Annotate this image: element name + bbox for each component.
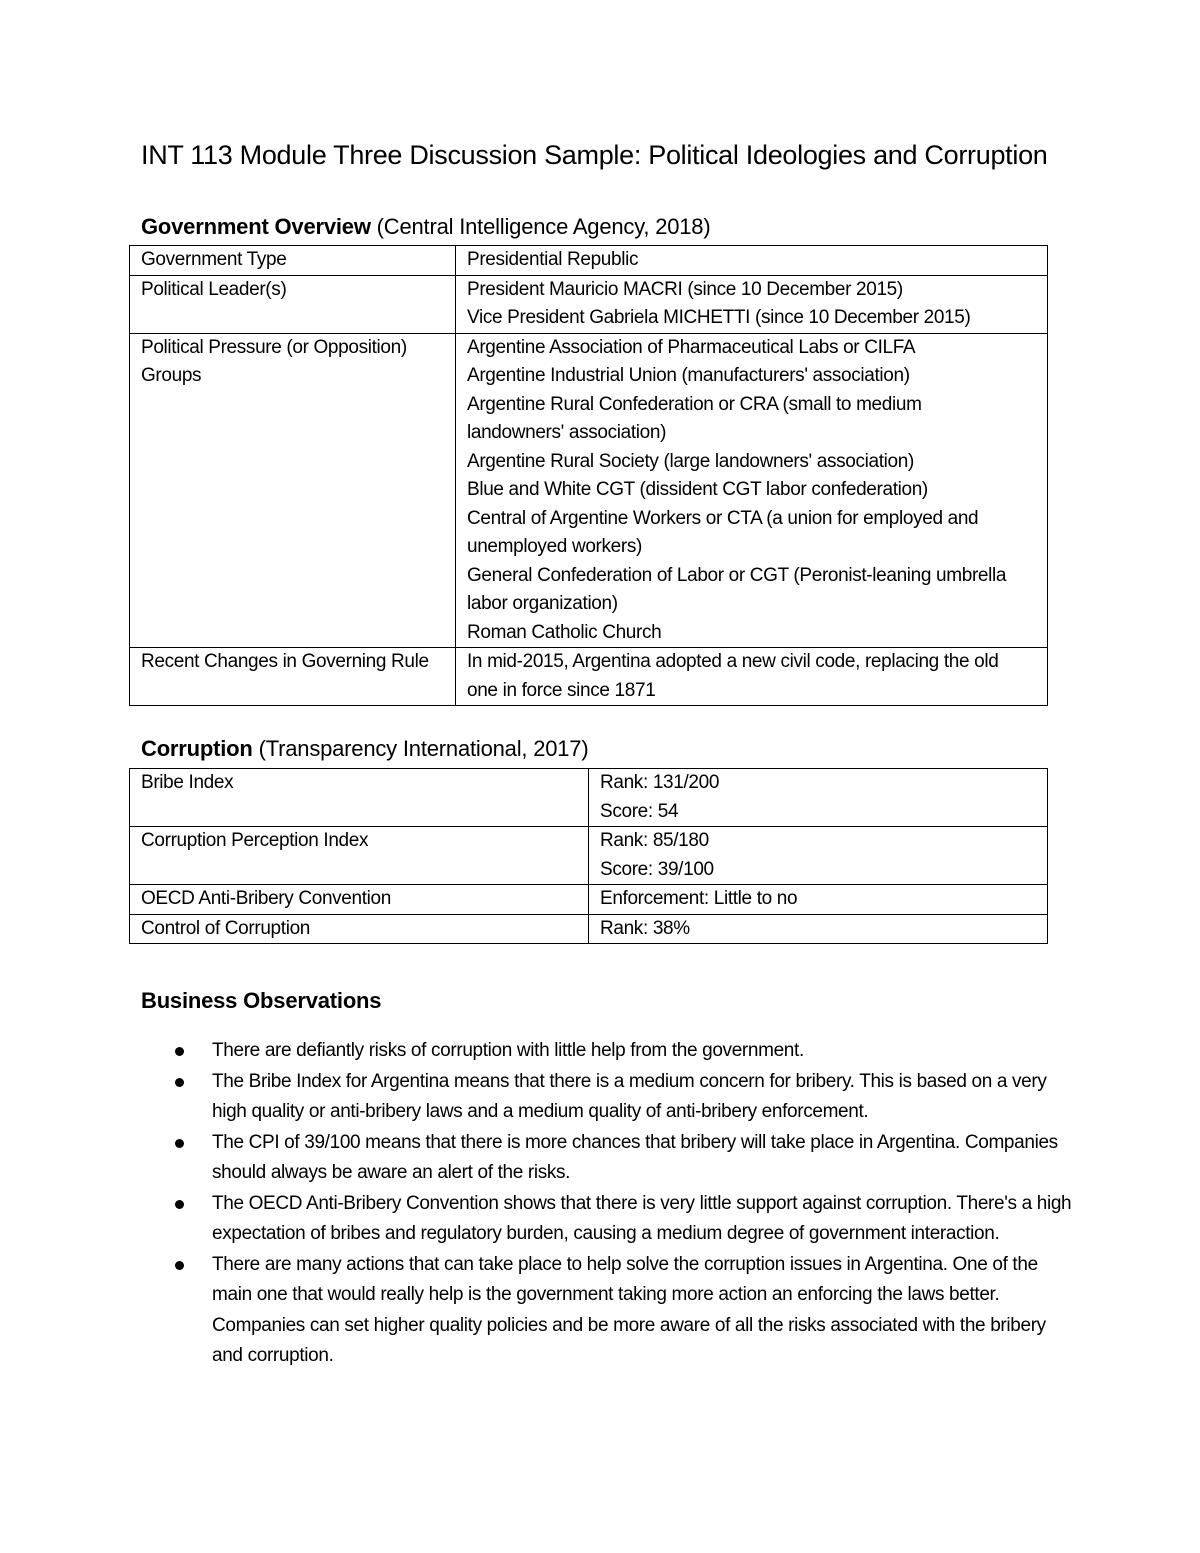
row-value-line: Rank: 38%: [600, 917, 690, 939]
row-value-line: unemployed workers): [467, 536, 642, 557]
row-value-line: Rank: 131/200: [600, 772, 720, 793]
business-observations-heading: [141, 988, 381, 1014]
government-overview-table: [129, 245, 1048, 706]
table-row: [130, 333, 1048, 648]
list-item-text: There are many actions that can take place to help solve the corruption issues in Argentina. One of the main one that would really help is the government taking more action an enforcing the laws better. Companies can set higher quality policies and be more aware of all the risks associated with the bribery and corruption.: [212, 1253, 1046, 1366]
row-label: Groups: [141, 365, 202, 386]
corruption-table: [129, 768, 1048, 944]
row-label-cell: [130, 648, 456, 706]
row-value-line: Vice President Gabriela MICHETTI (since 10 December 2015): [467, 307, 971, 328]
row-value-line: Presidential Republic: [467, 249, 639, 270]
row-value-line: In mid-2015, Argentina adopted a new civil code, replacing the old: [467, 651, 999, 672]
bullet-icon: [175, 1078, 184, 1087]
row-value-cell: [456, 333, 1048, 648]
row-label: OECD Anti-Bribery Convention: [141, 888, 391, 909]
row-label-cell: [130, 885, 589, 915]
bullet-icon: [175, 1200, 184, 1209]
row-value-cell: [589, 827, 1048, 885]
row-label-cell: [130, 246, 456, 276]
row-label: Political Pressure (or Opposition): [141, 336, 407, 358]
table-row: [130, 827, 1048, 885]
table-row: [130, 648, 1048, 706]
row-value-line: Argentine Rural Confederation or CRA (small to medium: [467, 393, 922, 415]
row-value-cell: [456, 275, 1048, 333]
government-overview-heading: [141, 214, 710, 240]
row-label-cell: [130, 827, 589, 885]
row-value-line: Score: 54: [600, 800, 679, 822]
row-label-cell: [130, 769, 589, 827]
row-label: Bribe Index: [141, 772, 234, 793]
row-value-line: Argentine Industrial Union (manufacturers' association): [467, 365, 910, 386]
list-item: [172, 1128, 1072, 1189]
row-value-cell: [456, 648, 1048, 706]
row-label-cell: [130, 275, 456, 333]
business-observations-heading-label: Business Observations: [141, 988, 382, 1013]
row-value-line: Blue and White CGT (dissident CGT labor confederation): [467, 479, 928, 500]
row-value-line: landowners' association): [467, 422, 667, 443]
bullet-icon: [175, 1047, 184, 1056]
page-title: INT 113 Module Three Discussion Sample: Political Ideologies and Corruption: [141, 140, 1048, 170]
row-value-line: President Mauricio MACRI (since 10 December 2015): [467, 278, 903, 300]
table-row: [130, 914, 1048, 944]
row-value-line: one in force since 1871: [467, 679, 656, 701]
table-row: [130, 769, 1048, 827]
row-value-line: labor organization): [467, 593, 618, 614]
list-item: [172, 1250, 1072, 1372]
corruption-heading: [141, 736, 588, 762]
list-item: [172, 1067, 1072, 1128]
row-value-line: Enforcement: Little to no: [600, 888, 798, 909]
business-observations-list: [172, 1036, 1072, 1372]
row-label: Political Leader(s): [141, 278, 287, 300]
corruption-heading-label: Corruption: [141, 736, 253, 761]
list-item-text: The Bribe Index for Argentina means that there is a medium concern for bribery. This is based on a very high quality or anti-bribery laws and a medium quality of anti-bribery enforcement.: [212, 1070, 1047, 1122]
government-overview-heading-source: (Central Intelligence Agency, 2018): [370, 214, 711, 239]
table-row: [130, 885, 1048, 915]
row-label-cell: [130, 333, 456, 648]
bullet-icon: [175, 1261, 184, 1270]
corruption-heading-source: (Transparency International, 2017): [252, 736, 589, 761]
row-label: Recent Changes in Governing Rule: [141, 651, 429, 672]
list-item: [172, 1189, 1072, 1250]
government-overview-heading-label: Government Overview: [141, 214, 371, 239]
table-row: [130, 246, 1048, 276]
row-label: Control of Corruption: [141, 917, 311, 939]
bullet-icon: [175, 1139, 184, 1148]
row-label: Corruption Perception Index: [141, 830, 369, 851]
table-row: [130, 275, 1048, 333]
row-value-line: Central of Argentine Workers or CTA (a union for employed and: [467, 507, 979, 529]
row-label: Government Type: [141, 249, 287, 270]
row-value-cell: [589, 885, 1048, 915]
row-value-line: Roman Catholic Church: [467, 621, 662, 643]
row-value-cell: [589, 769, 1048, 827]
row-value-line: Argentine Association of Pharmaceutical Labs or CILFA: [467, 336, 916, 358]
list-item: [172, 1036, 1072, 1067]
list-item-text: The OECD Anti-Bribery Convention shows that there is very little support against corruption. There's a high expectation of bribes and regulatory burden, causing a medium degree of government interaction.: [212, 1192, 1072, 1244]
row-value-line: Score: 39/100: [600, 858, 714, 880]
row-label-cell: [130, 914, 589, 944]
list-item-text: There are defiantly risks of corruption with little help from the government.: [212, 1040, 804, 1061]
row-value-line: General Confederation of Labor or CGT (Peronist-leaning umbrella: [467, 564, 1007, 586]
row-value-cell: [589, 914, 1048, 944]
list-item-text: The CPI of 39/100 means that there is more chances that bribery will take place in Argentina. Companies should always be aware an alert of the risks.: [212, 1131, 1058, 1183]
row-value-line: Rank: 85/180: [600, 830, 709, 851]
row-value-line: Argentine Rural Society (large landowners' association): [467, 450, 914, 472]
row-value-cell: [456, 246, 1048, 276]
